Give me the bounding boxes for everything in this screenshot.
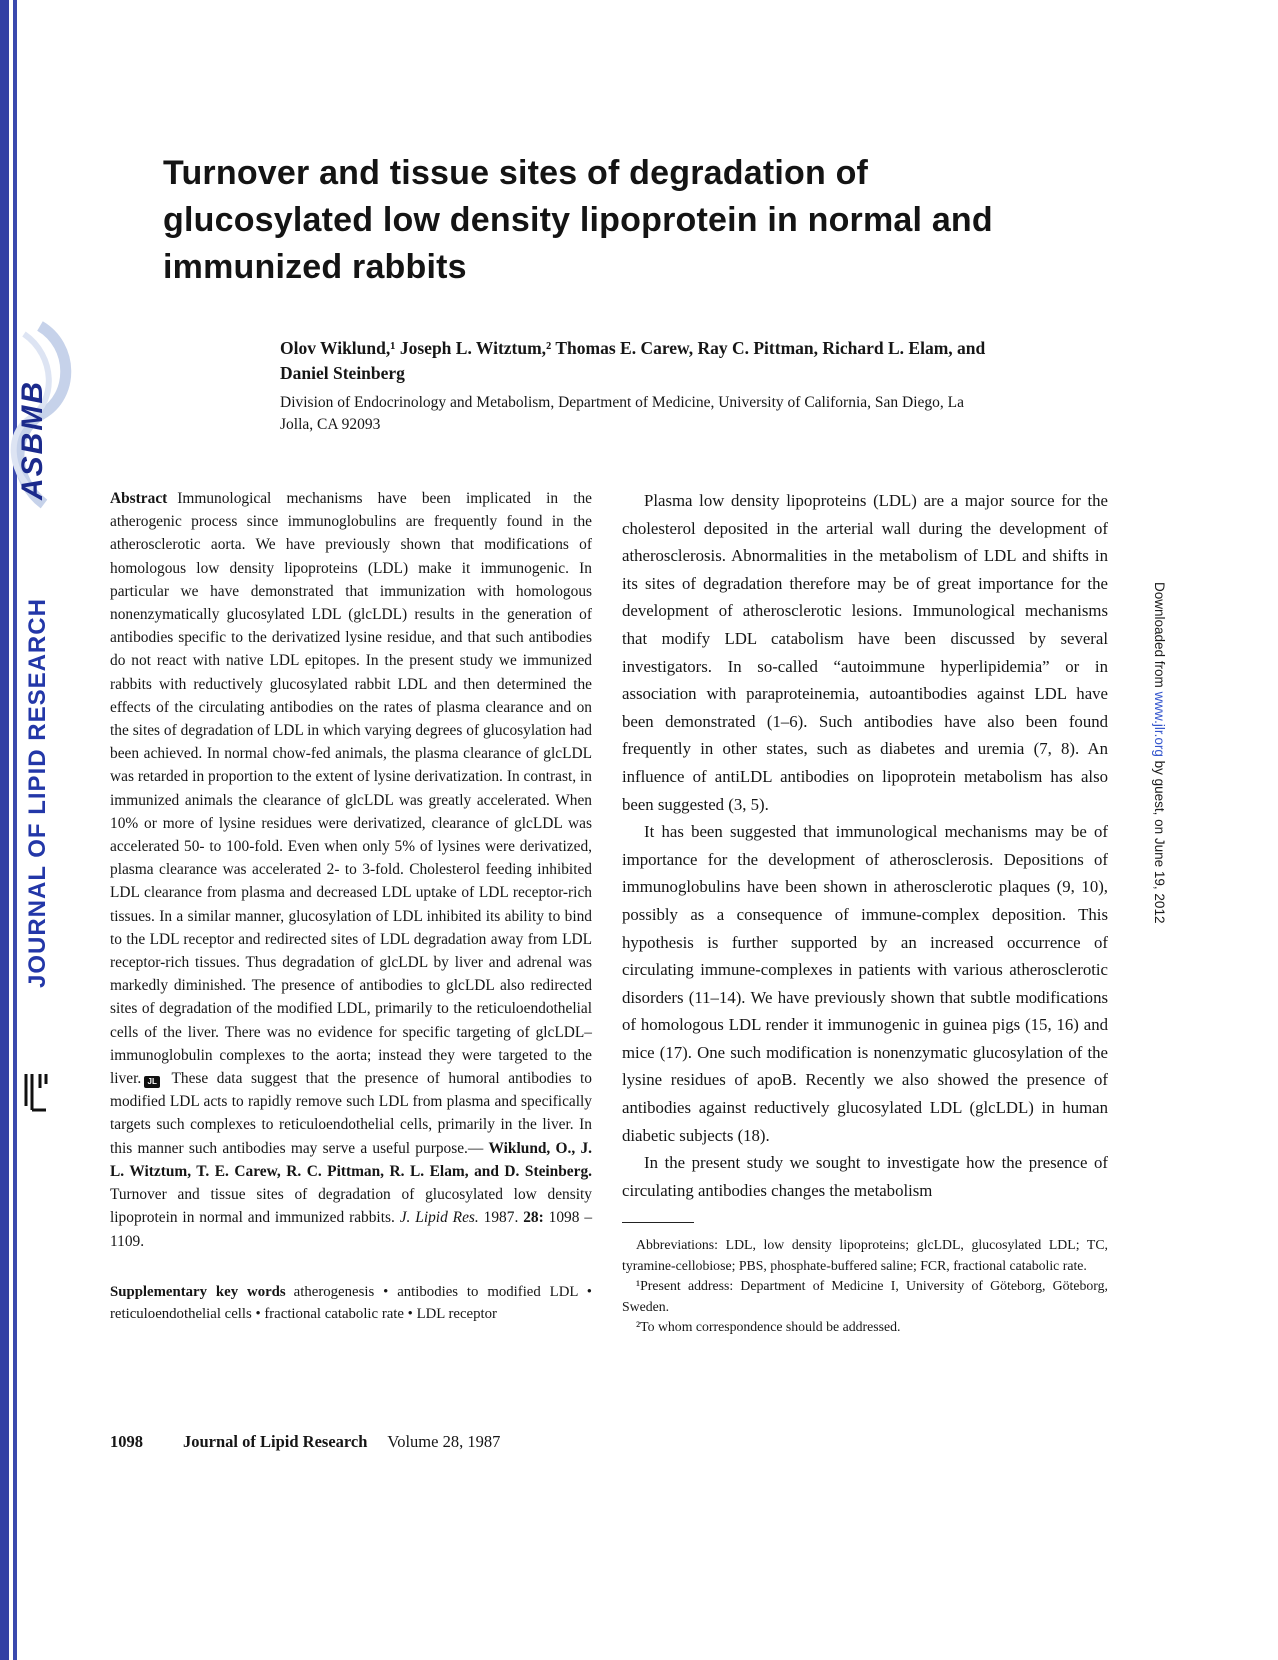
asbmb-label: ASBMB [16, 380, 49, 500]
keywords-terms: atherogenesis • antibodies to modified LDL • reticuloendothelial cells • fractional catabolic rate • LDL receptor [110, 1283, 592, 1322]
download-watermark [1152, 582, 1167, 923]
abstract-label: Abstract [110, 490, 168, 507]
watermark-prefix: Downloaded from [1152, 582, 1167, 692]
affiliation-line: Division of Endocrinology and Metabolism, Department of Medicine, University of California, San Diego, La Jolla, CA 92093 [280, 394, 965, 433]
citation-year: 1987. [478, 1209, 524, 1227]
article-title: Turnover and tissue sites of degradation of glucosylated low density lipoprotein in normal and immunized rabbits [163, 154, 993, 286]
left-blue-stripe-inner [13, 0, 17, 1660]
footnote-abbreviations: Abbreviations: LDL, low density lipoproteins; glcLDL, glucosylated LDL; TC, tyramine-cellobiose; PBS, phosphate-buffered saline; FCR, fractional catabolic rate. [622, 1237, 1108, 1273]
footer-journal-name: Journal of Lipid Research [183, 1432, 368, 1451]
asbmb-logo [0, 318, 76, 518]
left-blue-stripe-outer [0, 0, 9, 1660]
body-paragraph-1: Plasma low density lipoproteins (LDL) are a major source for the cholesterol deposited in the arterial wall during the development of atherosclerosis. Abnormalities in the metabolism of LDL and shifts in its sites of degradation therefore may be of great importance for the development of atherosclerotic lesions. Immunological mechanisms that modify LDL catabolism have been discussed by several investigators. In so-called “autoimmune hyperlipidemia” or in association with paraproteinemia, autoantibodies against LDL have been demonstrated (1–6). Such antibodies have also been found frequently in other states, such as diabetes and uremia (7, 8). An influence of antiLDL antibodies on lipoprotein metabolism has also been suggested (3, 5). [622, 491, 1108, 814]
abstract-body2: These data suggest that the presence of humoral antibodies to modified LDL acts to rapidly remove such LDL from plasma and specifically targets such complexes to reticuloendothelial cells, primarily in the liver. In this manner such antibodies may serve a useful purpose.— [110, 1070, 592, 1157]
footnote-present-address: ¹Present address: Department of Medicine I, University of Göteborg, Göteborg, Sweden. [622, 1278, 1108, 1314]
footnote-divider [622, 1222, 694, 1223]
jlr-small-logo-icon [20, 1070, 54, 1114]
left-column [110, 487, 592, 1337]
citation-journal: J. Lipid Res. [399, 1209, 479, 1227]
keywords-label: Supplementary key words [110, 1283, 286, 1300]
footnote-correspondence: ²To whom correspondence should be addressed. [636, 1319, 901, 1335]
abstract-paragraph [110, 487, 592, 1253]
body-paragraph-3: In the present study we sought to investigate how the presence of circulating antibodies changes the metabolism [622, 1153, 1108, 1200]
page-number: 1098 [110, 1432, 143, 1451]
watermark-suffix: by guest, on June 19, 2012 [1152, 756, 1167, 924]
citation-volume: 28: [523, 1209, 544, 1227]
citation-title: Turnover and tissue sites of degradation of glucosylated low density lipoprotein in normal and immunized rabbits. [110, 1186, 592, 1227]
citation-authors: Wiklund, O., J. L. Witztum, T. E. Carew, R. C. Pittman, R. L. Elam, and D. Steinberg. [110, 1139, 592, 1180]
supplementary-keywords [110, 1281, 592, 1325]
authors-line: Olov Wiklund,¹ Joseph L. Witztum,² Thomas E. Carew, Ray C. Pittman, Richard L. Elam, and Daniel Steinberg [280, 338, 986, 383]
citation-pages: 1098 – 1109. [110, 1209, 593, 1250]
footer-volume: Volume 28, 1987 [387, 1432, 501, 1451]
right-column [622, 487, 1108, 1337]
abstract-body: Immunological mechanisms have been implicated in the atherogenic process since immunoglobulins are frequently found in the atherosclerotic aorta. We have previously shown that modifications of homologous low density lipoproteins (LDL) make it immunogenic. In particular we have demonstrated that immunization with homologous nonenzymatically glucosylated LDL (glcLDL) results in the generation of antibodies specific to the derivatized lysine residue, and that such antibodies do not react with native LDL epitopes. In the present study we immunized rabbits with reductively glucosylated rabbit LDL and then determined the effects of the circulating antibodies on the rates of plasma clearance and on the sites of degradation of LDL in which varying degrees of glucosylation had been achieved. In normal chow-fed animals, the plasma clearance of glcLDL was retarded in proportion to the extent of lysine derivatization. In contrast, in immunized animals the clearance of glcLDL was greatly accelerated. When 10% or more of lysine residues were derivatized, clearance of glcLDL was accelerated 50- to 100-fold. Even when only 5% of lysines were derivatized, plasma clearance was accelerated 2- to 3-fold. Cholesterol feeding inhibited LDL clearance from plasma and decreased LDL uptake of LDL receptor-rich tissues. In a similar manner, glucosylation of LDL inhibited its ability to bind to the LDL receptor and redirected sites of LDL degradation away from LDL receptor-rich tissues. Thus degradation of glcLDL by liver and adrenal was markedly diminished. The presence of antibodies to glcLDL also redirected sites of degradation of the modified LDL, primarily to the reticuloendothelial cells of the liver. There was no evidence for specific targeting of glcLDL–immunoglobulin complexes to the aorta; instead they were targeted to the liver. [110, 490, 592, 1088]
jlr-url-link[interactable]: www.jlr.org [1152, 691, 1167, 757]
body-columns [110, 487, 1108, 1337]
journal-name-vertical: JOURNAL OF LIPID RESEARCH [24, 598, 51, 988]
page-footer [110, 1432, 810, 1452]
jlr-rapid-mark-icon: JL [144, 1076, 160, 1088]
body-paragraph-2: It has been suggested that immunological mechanisms may be of importance for the development of atherosclerosis. Depositions of immunoglobulins have been shown in atherosclerotic plaques (9, 10), possibly as a consequence of immune-complex deposition. This hypothesis is further supported by an increased occurrence of circulating immune-complexes in patients with various atherosclerotic disorders (11–14). We have previously shown that subtle modifications of homologous LDL render it immunogenic in guinea pigs (15, 16) and mice (17). One such modification is nonenzymatic glucosylation of the lysine residues of apoB. Recently we also showed the presence of antibodies against reductively glucosylated LDL (glcLDL) in human diabetic subjects (18). [622, 822, 1108, 1145]
